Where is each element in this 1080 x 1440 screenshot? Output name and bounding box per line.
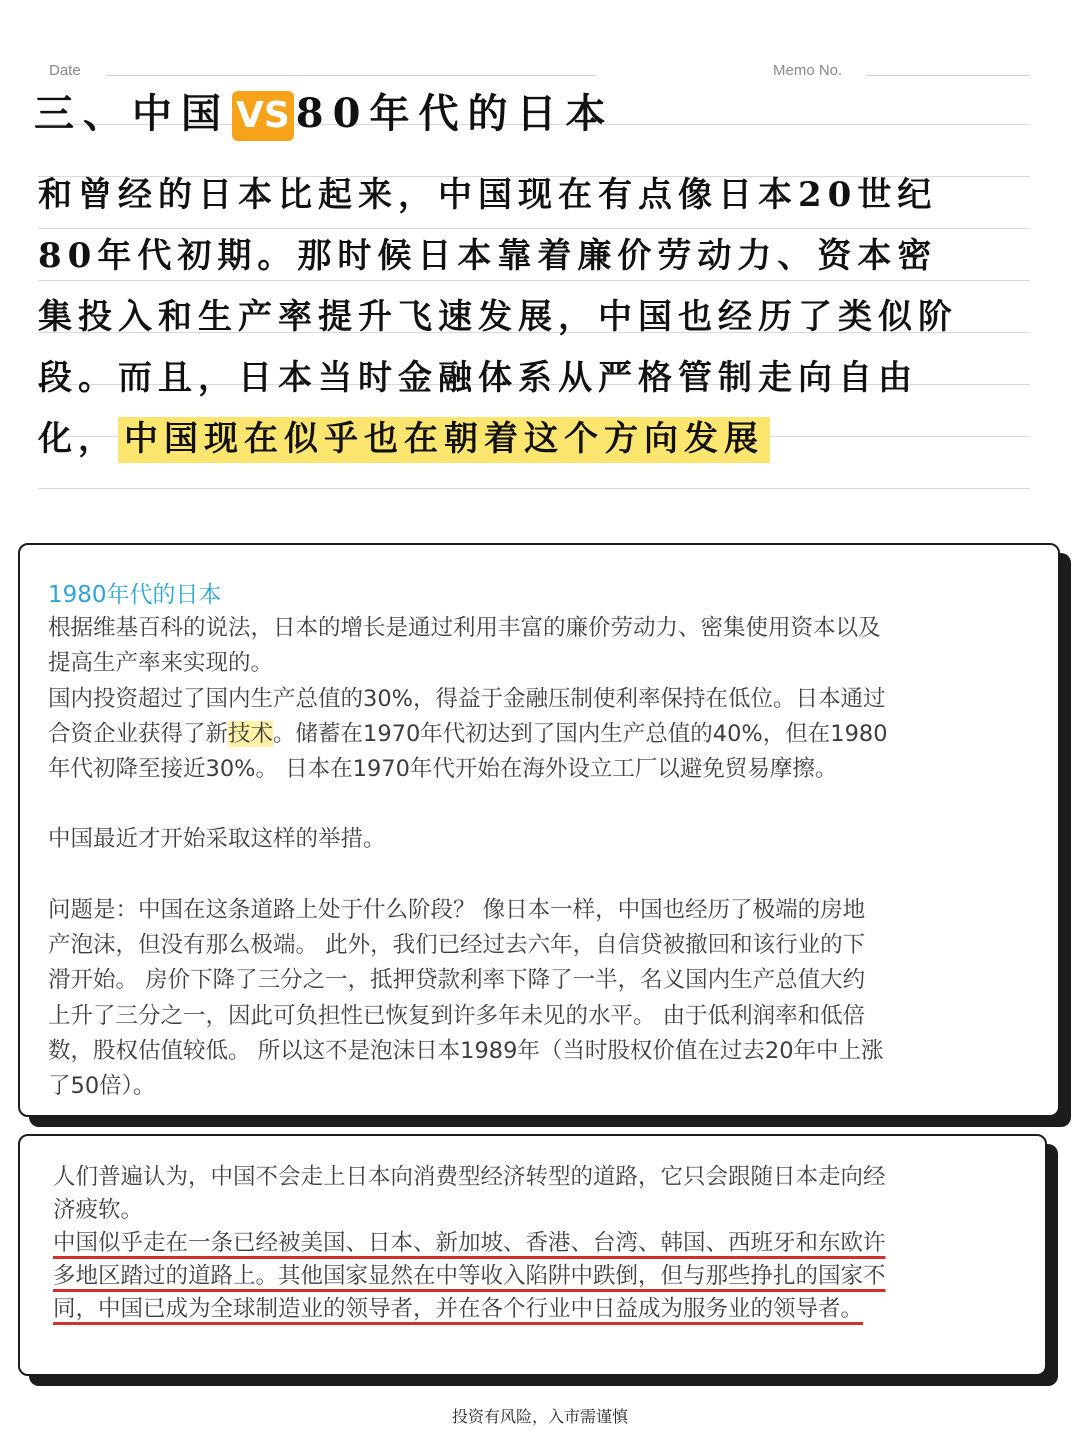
handwritten-line5-prefix: 化， — [38, 419, 118, 459]
paragraph-line: 了50倍）。 — [48, 1073, 156, 1100]
ruled-line — [38, 228, 1030, 229]
memo-no-label: Memo No. — [773, 62, 843, 79]
handwritten-line — [38, 414, 770, 464]
date-label: Date — [49, 62, 81, 79]
paragraph-line: 中国最近才开始采取这样的举措。 — [48, 826, 386, 853]
paragraph-line: 滑开始。 房价下降了三分之一，抵押贷款利率下降了一半，名义国内生产总值大约 — [48, 967, 866, 994]
handwritten-line: 段。而且，日本当时金融体系从严格管制走向自由 — [38, 358, 918, 398]
paragraph-line: 数，股权估值较低。 所以这不是泡沫日本1989年（当时股权价值在过去20年中上涨 — [48, 1037, 884, 1064]
card-title: 1980年代的日本 — [48, 582, 222, 608]
date-line — [106, 75, 596, 76]
underlined-line: 中国似乎走在一条已经被美国、日本、新加坡、香港、台湾、韩国、西班牙和东欧许 — [53, 1230, 886, 1256]
paragraph-line: 产泡沫，但没有那么极端。 此外，我们已经过去六年，自信贷被撤回和该行业的下 — [48, 932, 866, 959]
risk-disclaimer: 投资有风险，入市需谨慎 — [451, 1407, 628, 1426]
paragraph-line: 问题是：中国在这条道路上处于什么阶段？ 像日本一样，中国也经历了极端的房地 — [48, 896, 866, 923]
handwritten-line: 80年代初期。那时候日本靠着廉价劳动力、资本密 — [38, 236, 938, 276]
memo-header — [0, 60, 1080, 84]
paragraph-line — [48, 717, 1038, 752]
underlined-line: 同，中国已成为全球制造业的领导者，并在各个行业中日益成为服务业的领导者。 — [53, 1296, 864, 1322]
title-prefix: 三、中国 — [34, 90, 230, 137]
ruled-line — [38, 488, 1030, 489]
text-segment: 。储蓄在1970年代初达到了国内生产总值的40%，但在1980 — [273, 720, 888, 747]
page-title — [34, 88, 614, 141]
paragraph-line: 根据维基百科的说法，日本的增长是通过利用丰富的廉价劳动力、密集使用资本以及 — [48, 615, 881, 641]
underlined-line: 多地区踏过的道路上。其他国家显然在中等收入陷阱中跌倒，但与那些挣扎的国家不 — [53, 1263, 886, 1289]
paragraph-line: 济疲软。 — [53, 1197, 144, 1223]
highlighted-phrase: 中国现在似乎也在朝着这个方向发展 — [118, 417, 770, 463]
highlighted-word: 技术 — [228, 720, 274, 747]
paragraph-line: 上升了三分之一，因此可负担性已恢复到许多年未见的水平。 由于低利润率和低倍 — [48, 1002, 866, 1029]
paragraph-line: 人们普遍认为，中国不会走上日本向消费型经济转型的道路，它只会跟随日本走向经 — [53, 1164, 886, 1190]
excerpt-card-china-path — [18, 1134, 1047, 1376]
excerpt-card-japan-1980s — [18, 543, 1060, 1117]
handwritten-line: 和曾经的日本比起来，中国现在有点像日本20世纪 — [38, 175, 938, 215]
title-suffix: 80年代的日本 — [295, 90, 615, 137]
handwritten-line: 集投入和生产率提升飞速发展，中国也经历了类似阶 — [38, 297, 958, 337]
paragraph-line: 年代初降至接近30%。 日本在1970年代开始在海外设立工厂以避免贸易摩擦。 — [48, 756, 838, 783]
memo-no-line — [866, 75, 1030, 76]
paragraph-line: 提高生产率来实现的。 — [48, 650, 274, 677]
vs-badge: VS — [232, 91, 294, 141]
text-segment: 合资企业获得了新 — [48, 720, 229, 747]
paragraph-line: 国内投资超过了国内生产总值的30%，得益于金融压制使利率保持在低位。日本通过 — [48, 685, 886, 712]
